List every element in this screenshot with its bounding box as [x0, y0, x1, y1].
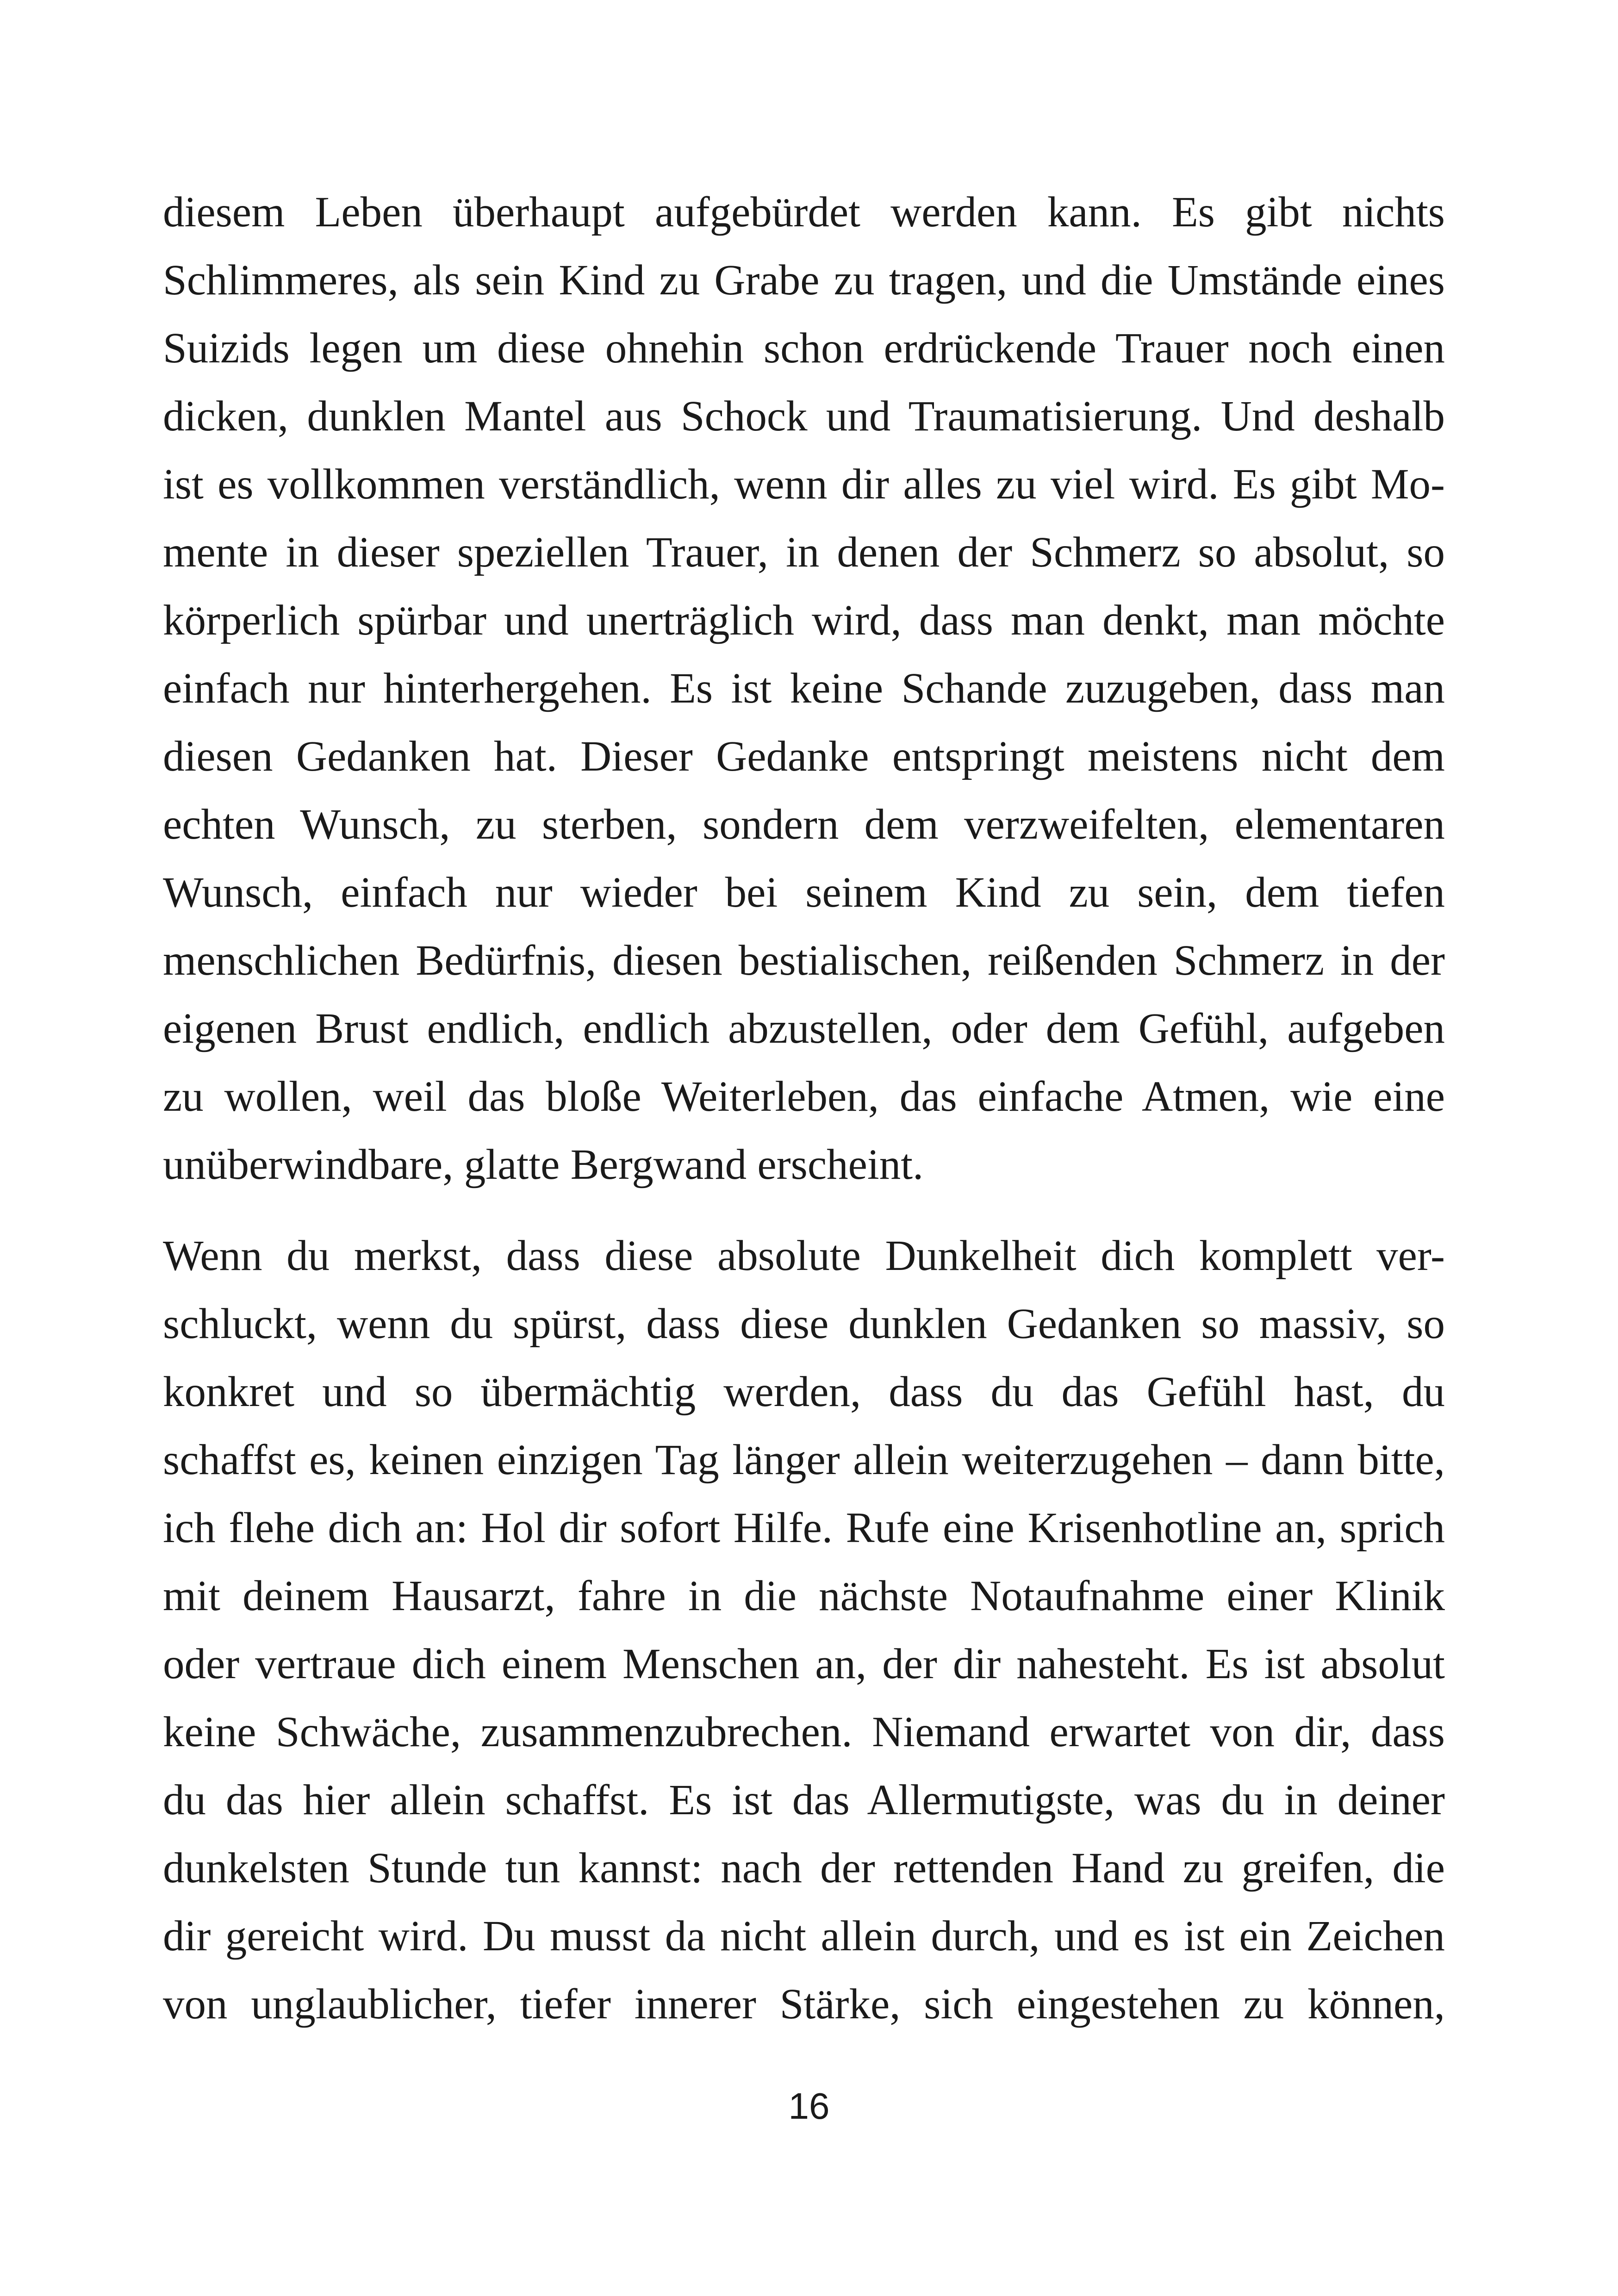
page-number: 16	[788, 2085, 830, 2127]
text-line: menschlichen Bedürfnis, diesen bestialischen, reißenden Schmerz in der	[163, 937, 1445, 984]
text-line: diesen Gedanken hat. Dieser Gedanke entspringt meistens nicht dem	[163, 733, 1445, 780]
text-line: Suizids legen um diese ohnehin schon erdrückende Trauer noch einen	[163, 324, 1445, 372]
text-line: oder vertraue dich einem Menschen an, der dir nahesteht. Es ist absolut	[163, 1640, 1445, 1688]
text-line: schluckt, wenn du spürst, dass diese dunklen Gedanken so massiv, so	[163, 1300, 1445, 1348]
text-line: keine Schwäche, zusammenzubrechen. Niemand erwartet von dir, dass	[163, 1708, 1445, 1756]
text-line: dicken, dunklen Mantel aus Schock und Traumatisierung. Und deshalb	[163, 392, 1445, 440]
text-line: dir gereicht wird. Du musst da nicht allein durch, und es ist ein Zeichen	[163, 1912, 1445, 1960]
text-line: von unglaublicher, tiefer innerer Stärke, sich eingestehen zu können,	[163, 1980, 1445, 2028]
text-line: ich flehe dich an: Hol dir sofort Hilfe. Rufe eine Krisenhotline an, sprich	[163, 1504, 1445, 1552]
paragraph-1	[163, 178, 1445, 1199]
text-line: diesem Leben überhaupt aufgebürdet werden kann. Es gibt nichts	[163, 188, 1445, 236]
text-line: zu wollen, weil das bloße Weiterleben, das einfache Atmen, wie eine	[163, 1073, 1445, 1120]
text-line: körperlich spürbar und unerträglich wird, dass man denkt, man möchte	[163, 597, 1445, 644]
text-line: einfach nur hinterhergehen. Es ist keine Schande zuzugeben, dass man	[163, 665, 1445, 712]
text-line: unüberwindbare, glatte Bergwand erscheint.	[163, 1141, 924, 1188]
paragraph-2	[163, 1222, 1445, 2038]
text-line: Wenn du merkst, dass diese absolute Dunkelheit dich komplett ver-	[163, 1232, 1445, 1280]
text-line: echten Wunsch, zu sterben, sondern dem verzweifelten, elementaren	[163, 801, 1445, 848]
body-text	[163, 178, 1445, 2038]
text-line: mit deinem Hausarzt, fahre in die nächste Notaufnahme einer Klinik	[163, 1572, 1445, 1620]
text-line: mente in dieser speziellen Trauer, in denen der Schmerz so absolut, so	[163, 529, 1445, 576]
text-line: konkret und so übermächtig werden, dass du das Gefühl hast, du	[163, 1368, 1445, 1416]
text-line: schaffst es, keinen einzigen Tag länger allein weiterzugehen – dann bitte,	[163, 1436, 1445, 1484]
text-line: Schlimmeres, als sein Kind zu Grabe zu tragen, und die Umstände eines	[163, 256, 1445, 304]
text-line: eigenen Brust endlich, endlich abzustellen, oder dem Gefühl, aufgeben	[163, 1005, 1445, 1052]
text-line: Wunsch, einfach nur wieder bei seinem Kind zu sein, dem tiefen	[163, 869, 1445, 916]
text-line: dunkelsten Stunde tun kannst: nach der rettenden Hand zu greifen, die	[163, 1844, 1445, 1892]
text-line: ist es vollkommen verständlich, wenn dir alles zu viel wird. Es gibt Mo-	[163, 460, 1445, 508]
text-line: du das hier allein schaffst. Es ist das Allermutigste, was du in deiner	[163, 1776, 1445, 1824]
